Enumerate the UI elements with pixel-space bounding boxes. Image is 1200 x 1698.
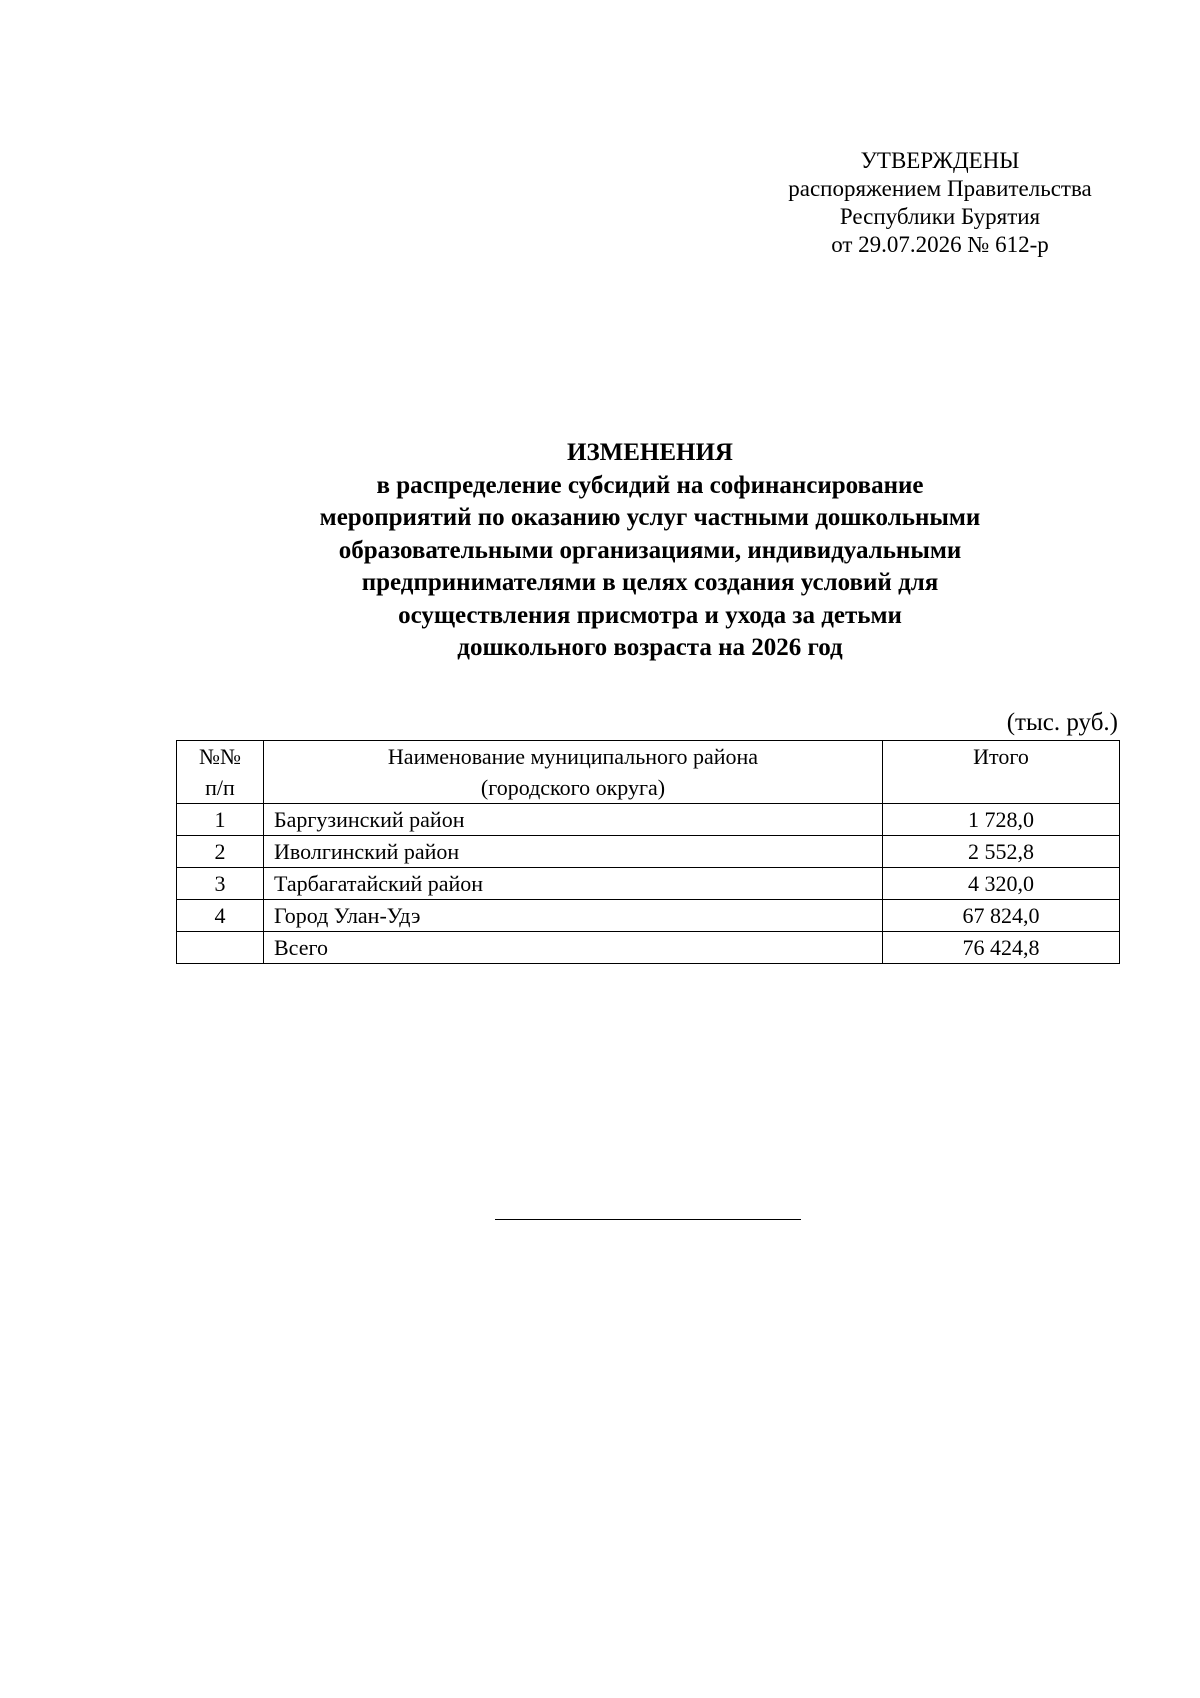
header-name [264,741,883,804]
document-title [180,437,1120,665]
table-row [177,804,1120,836]
approval-line: распоряжением Правительства [788,176,1092,201]
table-total-row [177,932,1120,964]
table-row [177,900,1120,932]
row-total: 2 552,8 [883,836,1120,868]
table-header-row [177,741,1120,804]
header-number-line: №№ [199,744,241,769]
row-name: Всего [264,932,883,964]
title-line: дошкольного возраста на 2026 год [457,634,843,661]
row-total: 4 320,0 [883,868,1120,900]
title-line: предпринимателями в целях создания условий для [361,569,939,596]
header-name-line: (городского округа) [480,775,666,800]
row-total: 1 728,0 [883,804,1120,836]
approval-stamp [760,147,1120,259]
row-number [177,932,264,964]
row-name: Иволгинский район [264,836,883,868]
title-line: осуществления присмотра и ухода за детьми [398,601,902,629]
approval-date-number: от 29.07.2026 № 612-р [831,232,1049,257]
subsidy-table [176,740,1120,964]
approval-line: Республики Бурятия [839,204,1041,229]
header-total: Итого [883,741,1120,804]
row-total: 76 424,8 [883,932,1120,964]
title-line: мероприятий по оказанию услуг частными дошкольными [319,504,981,531]
row-number: 1 [177,804,264,836]
table-row [177,868,1120,900]
row-number: 3 [177,868,264,900]
approval-heading: УТВЕРЖДЕНЫ [860,148,1020,173]
closing-divider [495,1219,801,1220]
table-row [177,836,1120,868]
title-line: в распределение субсидий на софинансирование [376,471,924,499]
row-total: 67 824,0 [883,900,1120,932]
units-label: (тыс. руб.) [1006,709,1118,736]
row-number: 2 [177,836,264,868]
header-name-line: Наименование муниципального района [387,744,759,769]
title-heading: ИЗМЕНЕНИЯ [567,439,733,466]
row-name: Баргузинский район [264,804,883,836]
header-number [177,741,264,804]
row-number: 4 [177,900,264,932]
row-name: Город Улан-Удэ [264,900,883,932]
row-name: Тарбагатайский район [264,868,883,900]
header-number-line: п/п [205,775,235,800]
title-line: образовательными организациями, индивидуальными [338,536,962,564]
